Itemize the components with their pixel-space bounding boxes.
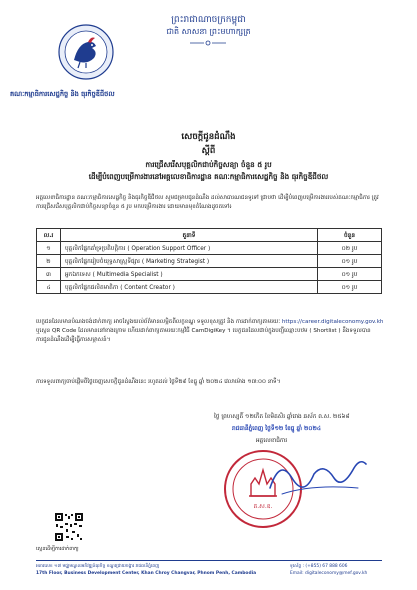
org-name: គណៈកម្មាធិការសេដ្ឋកិច្ច និង ធុរកិច្ចឌីជីថល <box>10 90 115 98</box>
ornament-divider-icon <box>188 40 228 46</box>
application-text: បេក្ខជនដែលមានបំណងចង់ដាក់ពាក្យ អាចស្វែងយល់ព័ត៌មានលម្អិតពីលក្ខខណ្ឌ ទទួលខុសត្រូវ និង ការដាក់ពាក្យតាមរយៈ <box>36 319 281 325</box>
kingdom-motto: ជាតិ សាសនា ព្រះមហាក្សត្រ <box>166 27 251 36</box>
row-role: បុគ្គលិកផ្នែករៀបចំយុទ្ធសាស្ត្រទីផ្សារ ( Marketing Strategist ) <box>61 255 318 268</box>
row-number: ៤ <box>37 281 61 294</box>
positions-table <box>36 228 382 294</box>
application-text: ។ បេក្ខជនដែលជាប់ក្នុងបញ្ជីឈ្មោះបឋម ( Shortlist ) នឹងទទួលបានការជូនដំណឹងដើម្បីធ្វើការសម្ភាសន៍។ <box>36 328 371 343</box>
header-quantity: ចំនួន <box>318 229 382 242</box>
notice-heading-line: ការជ្រើសរើសបុគ្គលិកជាប់កិច្ចសន្យា ចំនួន ៥ រូប <box>145 160 272 169</box>
application-text: ឬស្កេន QR Code ដែលមាននៅខាងក្រោម ហើយដាក់ពាក្យតាមរយៈកម្មវិធី <box>36 328 190 334</box>
notice-heading-line: ដើម្បីបំពេញបម្រើការងារនៅអគ្គលេខាធិការដ្ឋាន គណៈកម្មាធិការសេដ្ឋកិច្ច និង ធុរកិច្ចឌីជីថល <box>88 172 329 181</box>
header-role: តួនាទី <box>61 229 318 242</box>
row-role: បុគ្គលិកផ្នែកផលិតមាតិកា ( Content Creator ) <box>61 281 318 294</box>
signer-title: អគ្គលេខាធិការ <box>256 438 288 444</box>
notice-subtitle: ស្ដីពី <box>201 146 216 156</box>
footer-phone: ទូរស័ព្ទ : (+855) 67 888 606 <box>290 564 348 569</box>
org-logo <box>58 24 114 80</box>
qr-caption: ស្កេនដើម្បីការដាក់ពាក្យ <box>36 546 79 552</box>
row-role: អ្នកឯកទេស ( Multimedia Specialist ) <box>61 268 318 281</box>
row-number: ១ <box>37 242 61 255</box>
career-link[interactable]: https://career.digitaleconomy.gov.kh <box>281 319 384 325</box>
notice-title: សេចក្ដីជូនដំណឹង <box>181 132 236 142</box>
table-row <box>37 242 382 255</box>
row-quantity: ០១ រូប <box>318 281 382 294</box>
row-number: ៣ <box>37 268 61 281</box>
address-khmer: អគារលេខ ១៧ មជ្ឈមណ្ឌលអភិវឌ្ឍន៍ធុរកិច្ច ខណ្ឌជ្រោយចង្វារ រាជធានីភ្នំពេញ <box>36 564 160 569</box>
row-quantity: ០១ រូប <box>318 268 382 281</box>
footer-contact <box>290 563 367 577</box>
kingdom-title: ព្រះរាជាណាចក្រកម្ពុជា <box>171 15 246 25</box>
table-row <box>37 281 382 294</box>
qr-code[interactable] <box>54 512 84 542</box>
footer-email[interactable]: Email: digitaleconomy@mef.gov.kh <box>290 571 368 576</box>
application-paragraph <box>36 318 384 345</box>
intro-paragraph: អគ្គលេខាធិការដ្ឋាន គណៈកម្មាធិការសេដ្ឋកិច្ច និងធុរកិច្ចឌីជីថល សូមជម្រាបជូនដំណឹង ដល់សាធារណជនទូទៅ ជ្រាបថា ដើម្បីបំពេញបម្រើការងាររបស់គណៈកម្មាធិការ ត្រូវការជ្រើសរើសបុគ្គលិកជាប់កិច្ចសន្យាចំនួន ៥ រូប មកបម្រើការងារ ដោយមានមុខតំណែងដូចតទៅ៖ <box>36 195 379 210</box>
footer-address <box>36 563 256 577</box>
table-header-row <box>37 229 382 242</box>
row-number: ២ <box>37 255 61 268</box>
place-date: រាជធានីភ្នំពេញ ថ្ងៃទី១២ ខែធ្នូ ឆ្នាំ ២០២៤ <box>232 426 322 432</box>
deadline-paragraph: ការទទួលពាក្យចាប់ផ្ដើមពីថ្ងៃចេញសេចក្ដីជូនដំណឹងនេះ រហូតដល់ ថ្ងៃទី២៩ ខែធ្នូ ឆ្នាំ ២០២៤ វេលាម៉ោង ១៧:០០ នាទី។ <box>36 379 281 385</box>
handwritten-signature <box>262 448 372 504</box>
table-row <box>37 268 382 281</box>
row-quantity: ០១ រូប <box>318 255 382 268</box>
camdigikey-name: CamDigiKey <box>191 328 226 334</box>
row-quantity: ០២ រូប <box>318 242 382 255</box>
footer-divider <box>36 560 382 561</box>
row-role: បុគ្គលិកផ្នែកគាំទ្រប្រតិបត្តិការ ( Operation Support Officer ) <box>61 242 318 255</box>
lunar-date: ថ្ងៃ ព្រហស្បតិ៍ ១២កើត ខែមិគសិរ ឆ្នាំរោង ឆស័ក ព.ស. ២៥៦៨ <box>214 414 350 420</box>
header-number: ល.រ <box>37 229 61 242</box>
table-row <box>37 255 382 268</box>
seal-text: គ.ស.ឌ. <box>253 503 273 510</box>
address-english: 17th Floor, Business Development Center, Khan Chroy Changvar, Phnom Penh, Cambodia <box>36 571 257 576</box>
